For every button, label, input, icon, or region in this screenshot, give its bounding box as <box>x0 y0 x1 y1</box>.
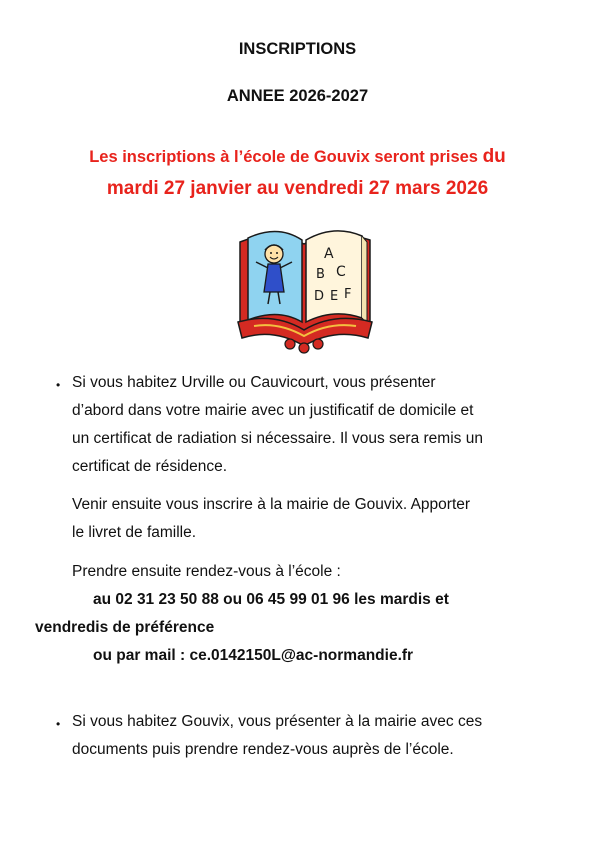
section2-line-2: documents puis prendre rendez-vous auprès de l’école. <box>72 741 454 758</box>
mail-contact: ou par mail : ce.0142150L@ac-normandie.fr <box>93 647 414 664</box>
section1-para2-line-2: le livret de famille. <box>72 524 197 541</box>
announcement-text: Les inscriptions à l’école de Gouvix seront prises <box>89 148 483 166</box>
announcement-line-1 <box>0 146 595 168</box>
letter-b: B <box>316 267 325 282</box>
section2-line-1: Si vous habitez Gouvix, vous présenter à la mairie avec ces <box>72 713 483 730</box>
phone-numbers: au 02 31 23 50 88 ou 06 45 99 01 96 les mardis et <box>93 591 449 608</box>
letter-e: E <box>330 289 339 304</box>
section1-line-2: d’abord dans votre mairie avec un justificatif de domicile et <box>72 402 474 419</box>
letter-f: F <box>344 287 352 302</box>
school-year: ANNEE 2026-2027 <box>226 87 369 105</box>
section1-para2-line-1: Venir ensuite vous inscrire à la mairie de Gouvix. Apporter <box>72 496 471 513</box>
section1-line-3: un certificat de radiation si nécessaire. Il vous sera remis un <box>72 430 483 447</box>
letter-d: D <box>314 289 325 304</box>
section1-line-4: certificat de résidence. <box>72 458 228 475</box>
open-book-icon <box>234 222 374 354</box>
letter-c: C <box>336 264 346 280</box>
announcement-dates: mardi 27 janvier au vendredi 27 mars 2026 <box>106 178 489 199</box>
section1-para3: Prendre ensuite rendez-vous à l’école : <box>72 563 341 580</box>
bullet-1: • <box>56 378 61 392</box>
section1-line-1: Si vous habitez Urville ou Cauvicourt, vous présenter <box>72 374 436 391</box>
letter-a: A <box>324 246 334 262</box>
announcement-du: du <box>482 146 506 167</box>
bullet-2: • <box>56 717 61 731</box>
preferred-days: vendredis de préférence <box>35 619 215 636</box>
page-title: INSCRIPTIONS <box>238 40 357 58</box>
